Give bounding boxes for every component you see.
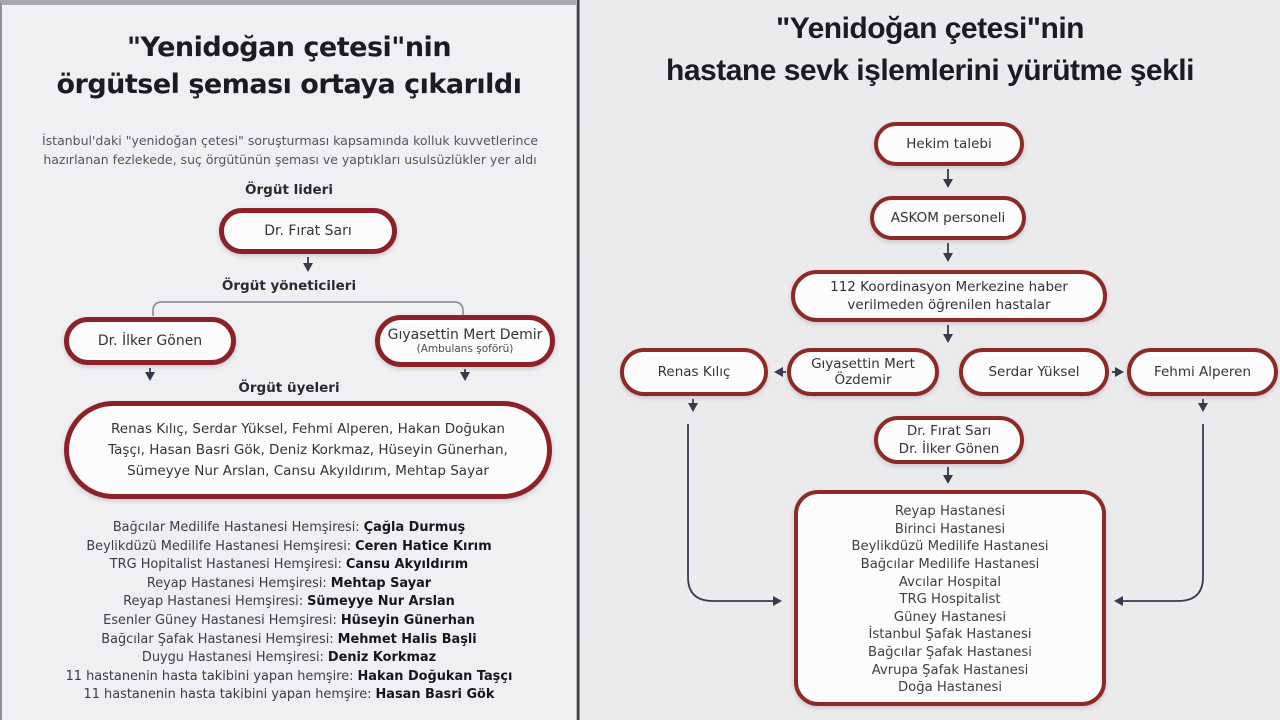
- org-chart-panel: [0, 0, 576, 720]
- nurse-item: Bağcılar Şafak Hastanesi Hemşiresi: Mehmet Halis Başli: [101, 631, 477, 647]
- left-panel-title: [2, 29, 576, 103]
- hospital-item: Avrupa Şafak Hastanesi: [871, 662, 1029, 678]
- nurse-item: 11 hastanenin hasta takibini yapan hemşire: Hakan Doğukan Taşçı: [65, 668, 513, 684]
- leader-box: Dr. Fırat Sarı: [219, 208, 397, 254]
- nurse-item: TRG Hopitalist Hastanesi Hemşiresi: Cansu Akyıldırım: [109, 557, 469, 573]
- nurse-item: Bağcılar Medilife Hastanesi Hemşiresi: Çağla Durmuş: [112, 520, 466, 535]
- right-title-line2: hastane sevk işlemlerini yürütme şekli: [666, 54, 1194, 87]
- hospital-item: Reyap Hastanesi: [894, 504, 1006, 520]
- nurse-item: Beylikdüzü Medilife Hastanesi Hemşiresi: Ceren Hatice Kırım: [86, 538, 492, 554]
- right-panel-title: [580, 8, 1280, 92]
- right-title-line1: "Yenidoğan çetesi"nin: [775, 12, 1084, 45]
- hospital-item: Birinci Hastanesi: [894, 521, 1006, 537]
- step-hekim-talebi-box: Hekim talebi: [874, 122, 1024, 166]
- hospital-list-box: [794, 490, 1106, 706]
- left-title-line1: "Yenidoğan çetesi"nin: [126, 32, 452, 63]
- nurse-item: Reyap Hastanesi Hemşiresi: Sümeyye Nur Arslan: [123, 594, 455, 610]
- leader-label: Örgüt lideri: [245, 182, 333, 198]
- step-112-koordinasyon-box: 112 Koordinasyon Merkezine haber verilmeden öğrenilen hastalar: [791, 270, 1107, 322]
- hospital-item: Doğa Hastanesi: [898, 680, 1002, 696]
- members-box: Renas Kılıç, Serdar Yüksel, Fehmi Alperen, Hakan Doğukan Taşçı, Hasan Basri Gök, Deniz Korkmaz, Hüseyin Günerhan, Sümeyye Nur Arslan, Cansu Akyıldırım, Mehtap Sayar: [64, 401, 552, 499]
- managers-label: Örgüt yöneticileri: [221, 278, 357, 294]
- hospital-item: Güney Hastanesi: [893, 609, 1007, 625]
- hospital-item: İstanbul Şafak Hastanesi: [868, 627, 1032, 643]
- nurse-list: [2, 519, 576, 705]
- hospital-item: Beylikdüzü Medilife Hastanesi: [851, 539, 1049, 555]
- connector-renas-to-hospitals: [688, 424, 780, 601]
- connector-fehmi-to-hospitals: [1116, 424, 1203, 601]
- nurse-item: Reyap Hastanesi Hemşiresi: Mehtap Sayar: [146, 575, 432, 591]
- nurse-item: 11 hastanenin hasta takibini yapan hemşire: Hasan Basri Gök: [83, 687, 495, 703]
- hospital-item: Avcılar Hospital: [898, 574, 1002, 590]
- fehmi-alperen-box: Fehmi Alperen: [1127, 348, 1278, 396]
- nurse-item: Esenler Güney Hastanesi Hemşiresi: Hüseyin Günerhan: [103, 612, 475, 628]
- referral-flow-panel: [580, 0, 1280, 720]
- left-title-line2: örgütsel şeması ortaya çıkarıldı: [56, 69, 522, 100]
- hospital-item: TRG Hospitalist: [899, 592, 1001, 608]
- manager2-box: Gıyasettin Mert Demir (Ambulans şoförü): [375, 315, 555, 367]
- ozdemir-box: Gıyasettin Mert Özdemir: [787, 348, 939, 396]
- hospital-item: Bağcılar Medilife Hastanesi: [860, 557, 1040, 573]
- step-askom-box: ASKOM personeli: [870, 196, 1026, 240]
- hospital-item: Bağcılar Şafak Hastanesi: [868, 644, 1032, 660]
- renas-kilic-box: Renas Kılıç: [620, 348, 768, 396]
- nurse-item: Duygu Hastanesi Hemşiresi: Deniz Korkmaz: [141, 650, 437, 666]
- doctors-box: Dr. Fırat Sarı Dr. İlker Gönen: [874, 416, 1024, 464]
- left-panel-subtitle: İstanbul'daki "yenidoğan çetesi" soruşturması kapsamında kolluk kuvvetlerince hazırlanan fezlekede, suç örgütünün şeması ve yaptıkları usulsüzlükler yer aldı: [41, 133, 539, 167]
- members-label: Örgüt üyeleri: [238, 380, 340, 396]
- serdar-yuksel-box: Serdar Yüksel: [959, 348, 1109, 396]
- manager1-box: Dr. İlker Gönen: [64, 317, 236, 365]
- managers-bracket: [153, 302, 463, 316]
